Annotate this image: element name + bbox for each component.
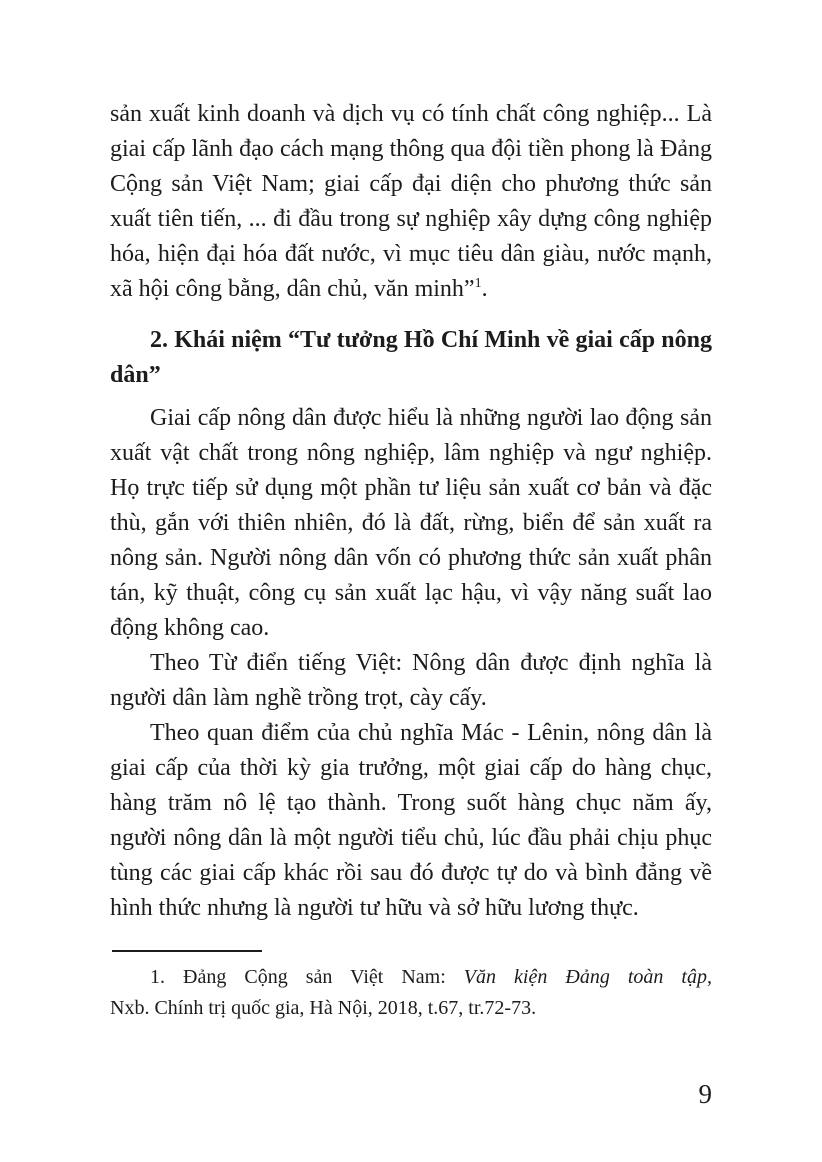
paragraph-continuation — [110, 97, 712, 307]
page-number: 9 — [698, 1079, 712, 1109]
footnote-line-2: Nxb. Chính trị quốc gia, Hà Nội, 2018, t.67, tr.72-73. — [110, 997, 537, 1019]
footnote-divider — [112, 950, 262, 952]
footnote-number: 1. — [150, 966, 184, 988]
footnote-line-1 — [110, 962, 712, 993]
footnote-block — [110, 950, 712, 1024]
paragraph-dictionary: Theo Từ điển tiếng Việt: Nông dân được định nghĩa là người dân làm nghề trồng trọt, cày cấy. — [110, 650, 712, 711]
paragraph-continuation-text: sản xuất kinh doanh và dịch vụ có tính chất công nghiệp... Là giai cấp lãnh đạo cách mạng thông qua đội tiền phong là Đảng Cộng sản Việt Nam; giai cấp đại diện cho phương thức sản xuất tiên tiến, ... đi đầu trong sự nghiệp xây dựng công nghiệp hóa, hiện đại hóa đất nước, vì mục tiêu dân giàu, nước mạnh, xã hội công bằng, dân chủ, văn minh” — [110, 101, 712, 302]
footnote-reference-mark: 1 — [474, 276, 482, 291]
section-heading: 2. Khái niệm “Tư tưởng Hồ Chí Minh về giai cấp nông dân” — [110, 327, 712, 388]
paragraph-definition: Giai cấp nông dân được hiểu là những người lao động sản xuất vật chất trong nông nghiệp, lâm nghiệp và ngư nghiệp. Họ trực tiếp sử dụng một phần tư liệu sản xuất cơ bản và đặc thù, gắn với thiên nhiên, đó là đất, rừng, biển để sản xuất ra nông sản. Người nông dân vốn có phương thức sản xuất phân tán, kỹ thuật, công cụ sản xuất lạc hậu, vì vậy năng suất lao động không cao. — [110, 405, 712, 641]
page-content — [110, 0, 712, 1024]
footnote-source: Đảng Cộng sản Việt Nam: — [183, 966, 464, 988]
footnote-title-italic: Văn kiện Đảng toàn tập, — [463, 966, 712, 988]
paragraph-continuation-period: . — [481, 276, 488, 302]
paragraph-marxism: Theo quan điểm của chủ nghĩa Mác - Lênin, nông dân là giai cấp của thời kỳ gia trưởng, một giai cấp do hàng chục, hàng trăm nô lệ tạo thành. Trong suốt hàng chục năm ấy, người nông dân là một người tiểu chủ, lúc đầu phải chịu phục tùng các giai cấp khác rồi sau đó được tự do và bình đẳng về hình thức nhưng là người tư hữu và sở hữu lương thực. — [110, 720, 712, 921]
